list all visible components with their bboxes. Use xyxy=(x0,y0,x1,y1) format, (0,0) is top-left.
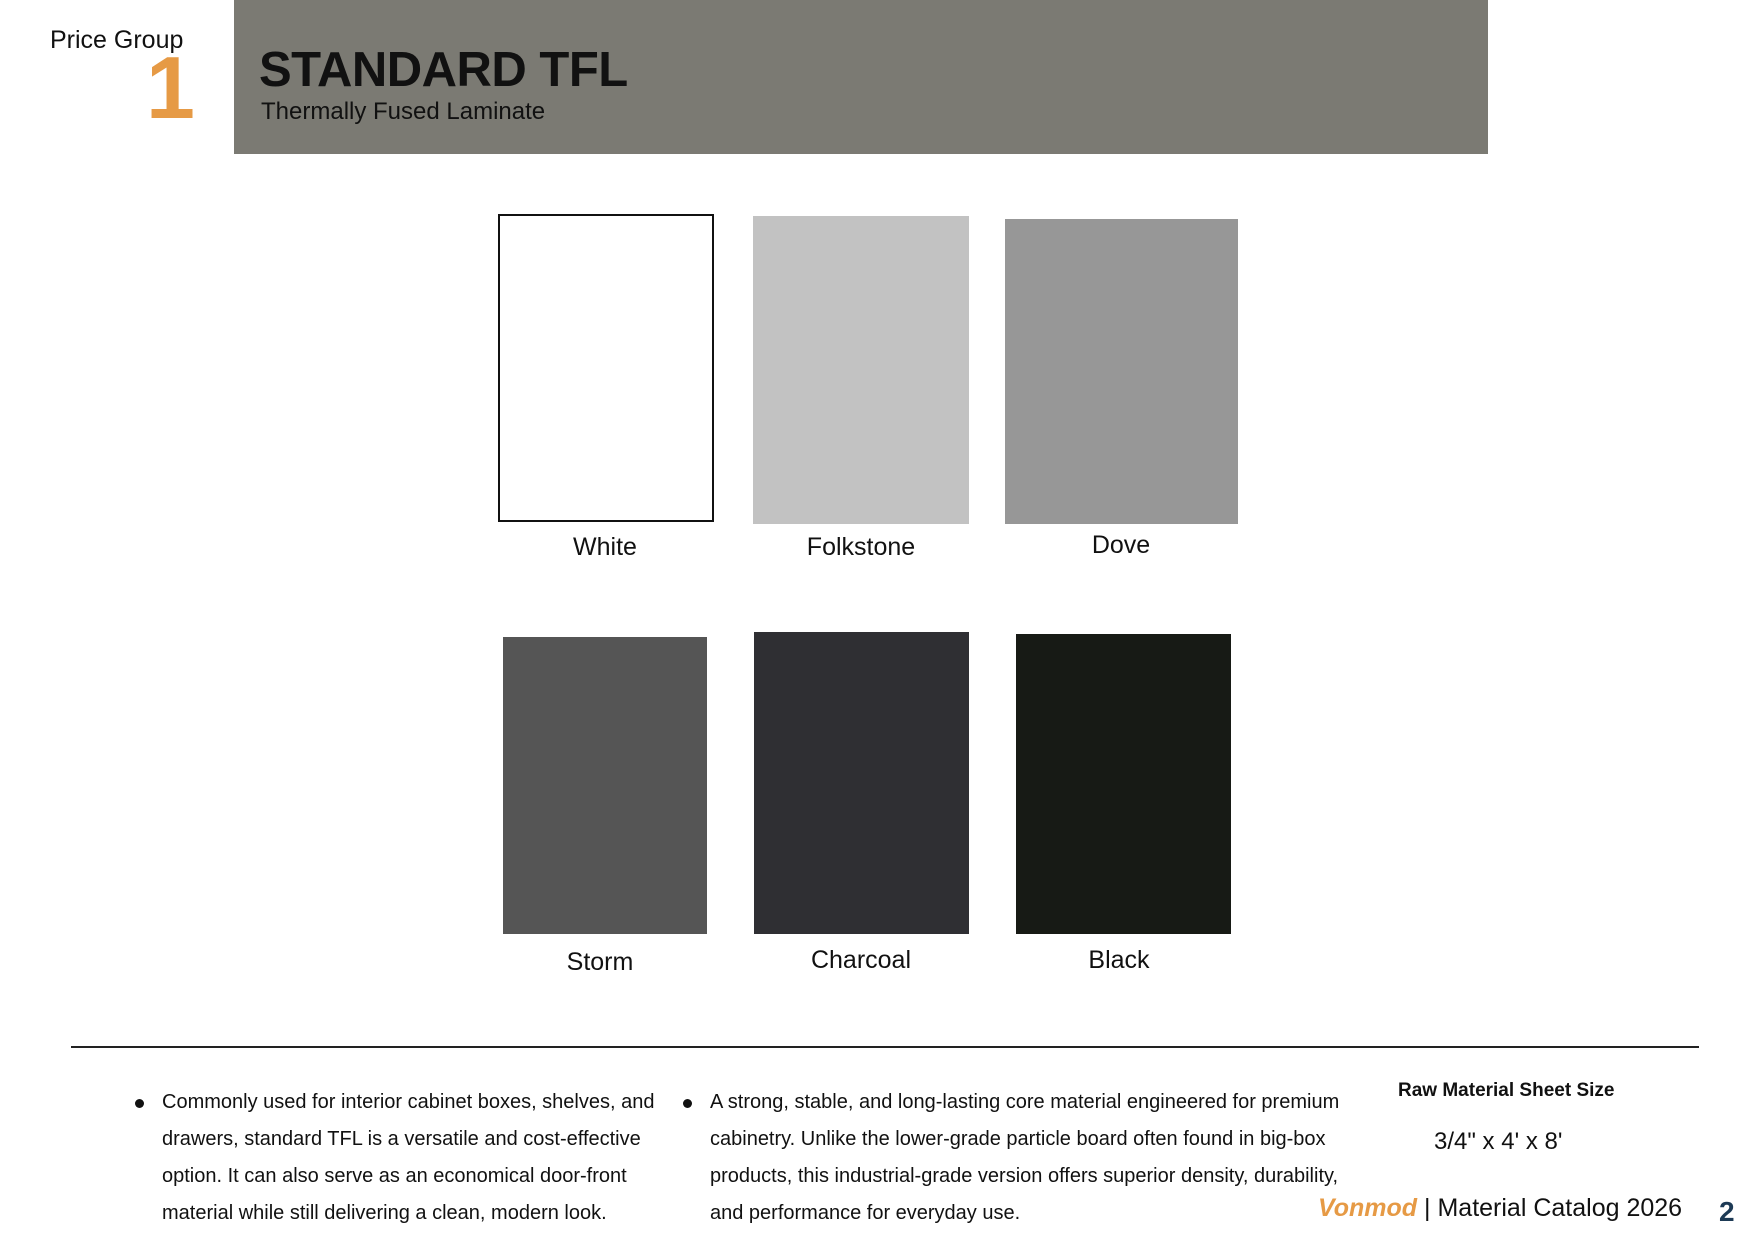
page-number: 2 xyxy=(1719,1196,1735,1227)
footer-separator: | xyxy=(1424,1194,1431,1222)
bullet-text: A strong, stable, and long-lasting core material engineered for premium cabinetry. Unlike the lower-grade particle board often found in big-box products, this industrial-grade version offers superior density, durability, and performance for everyday use. xyxy=(710,1091,1340,1224)
swatch-label: Charcoal xyxy=(810,946,912,974)
price-group-number: 1 xyxy=(146,38,195,137)
swatch-label: White xyxy=(573,533,637,561)
swatch-label: Storm xyxy=(566,948,634,976)
swatch-label: Folkstone xyxy=(806,533,916,561)
swatch-charcoal xyxy=(754,632,969,934)
swatch-label: Black xyxy=(1088,946,1150,974)
bullet-item xyxy=(710,1084,1360,1232)
swatch-folkstone xyxy=(753,216,969,524)
brand-name: Vonmod xyxy=(1318,1194,1418,1222)
footer xyxy=(1318,1194,1682,1223)
sheet-size-title: Raw Material Sheet Size xyxy=(1398,1080,1615,1101)
page-title: STANDARD TFL xyxy=(259,43,628,97)
swatch-black xyxy=(1016,634,1231,934)
bullet-icon xyxy=(683,1099,692,1108)
divider xyxy=(71,1046,1699,1048)
price-group-label: Price Group xyxy=(50,26,184,54)
swatch-white xyxy=(498,214,714,522)
bullet-text: Commonly used for interior cabinet boxes, shelves, and drawers, standard TFL is a versatile and cost-effective option. It can also serve as an economical door-front material while still delivering a clean, modern look. xyxy=(162,1091,655,1224)
title-banner xyxy=(234,0,1488,154)
bullet-item xyxy=(162,1084,662,1232)
sheet-size-value: 3/4" x 4' x 8' xyxy=(1434,1128,1563,1155)
swatch-dove xyxy=(1005,219,1238,524)
swatch-label: Dove xyxy=(1091,531,1151,559)
footer-text: Material Catalog 2026 xyxy=(1437,1194,1683,1222)
page-subtitle: Thermally Fused Laminate xyxy=(261,98,546,125)
bullet-icon xyxy=(135,1099,144,1108)
swatch-storm xyxy=(503,637,707,934)
